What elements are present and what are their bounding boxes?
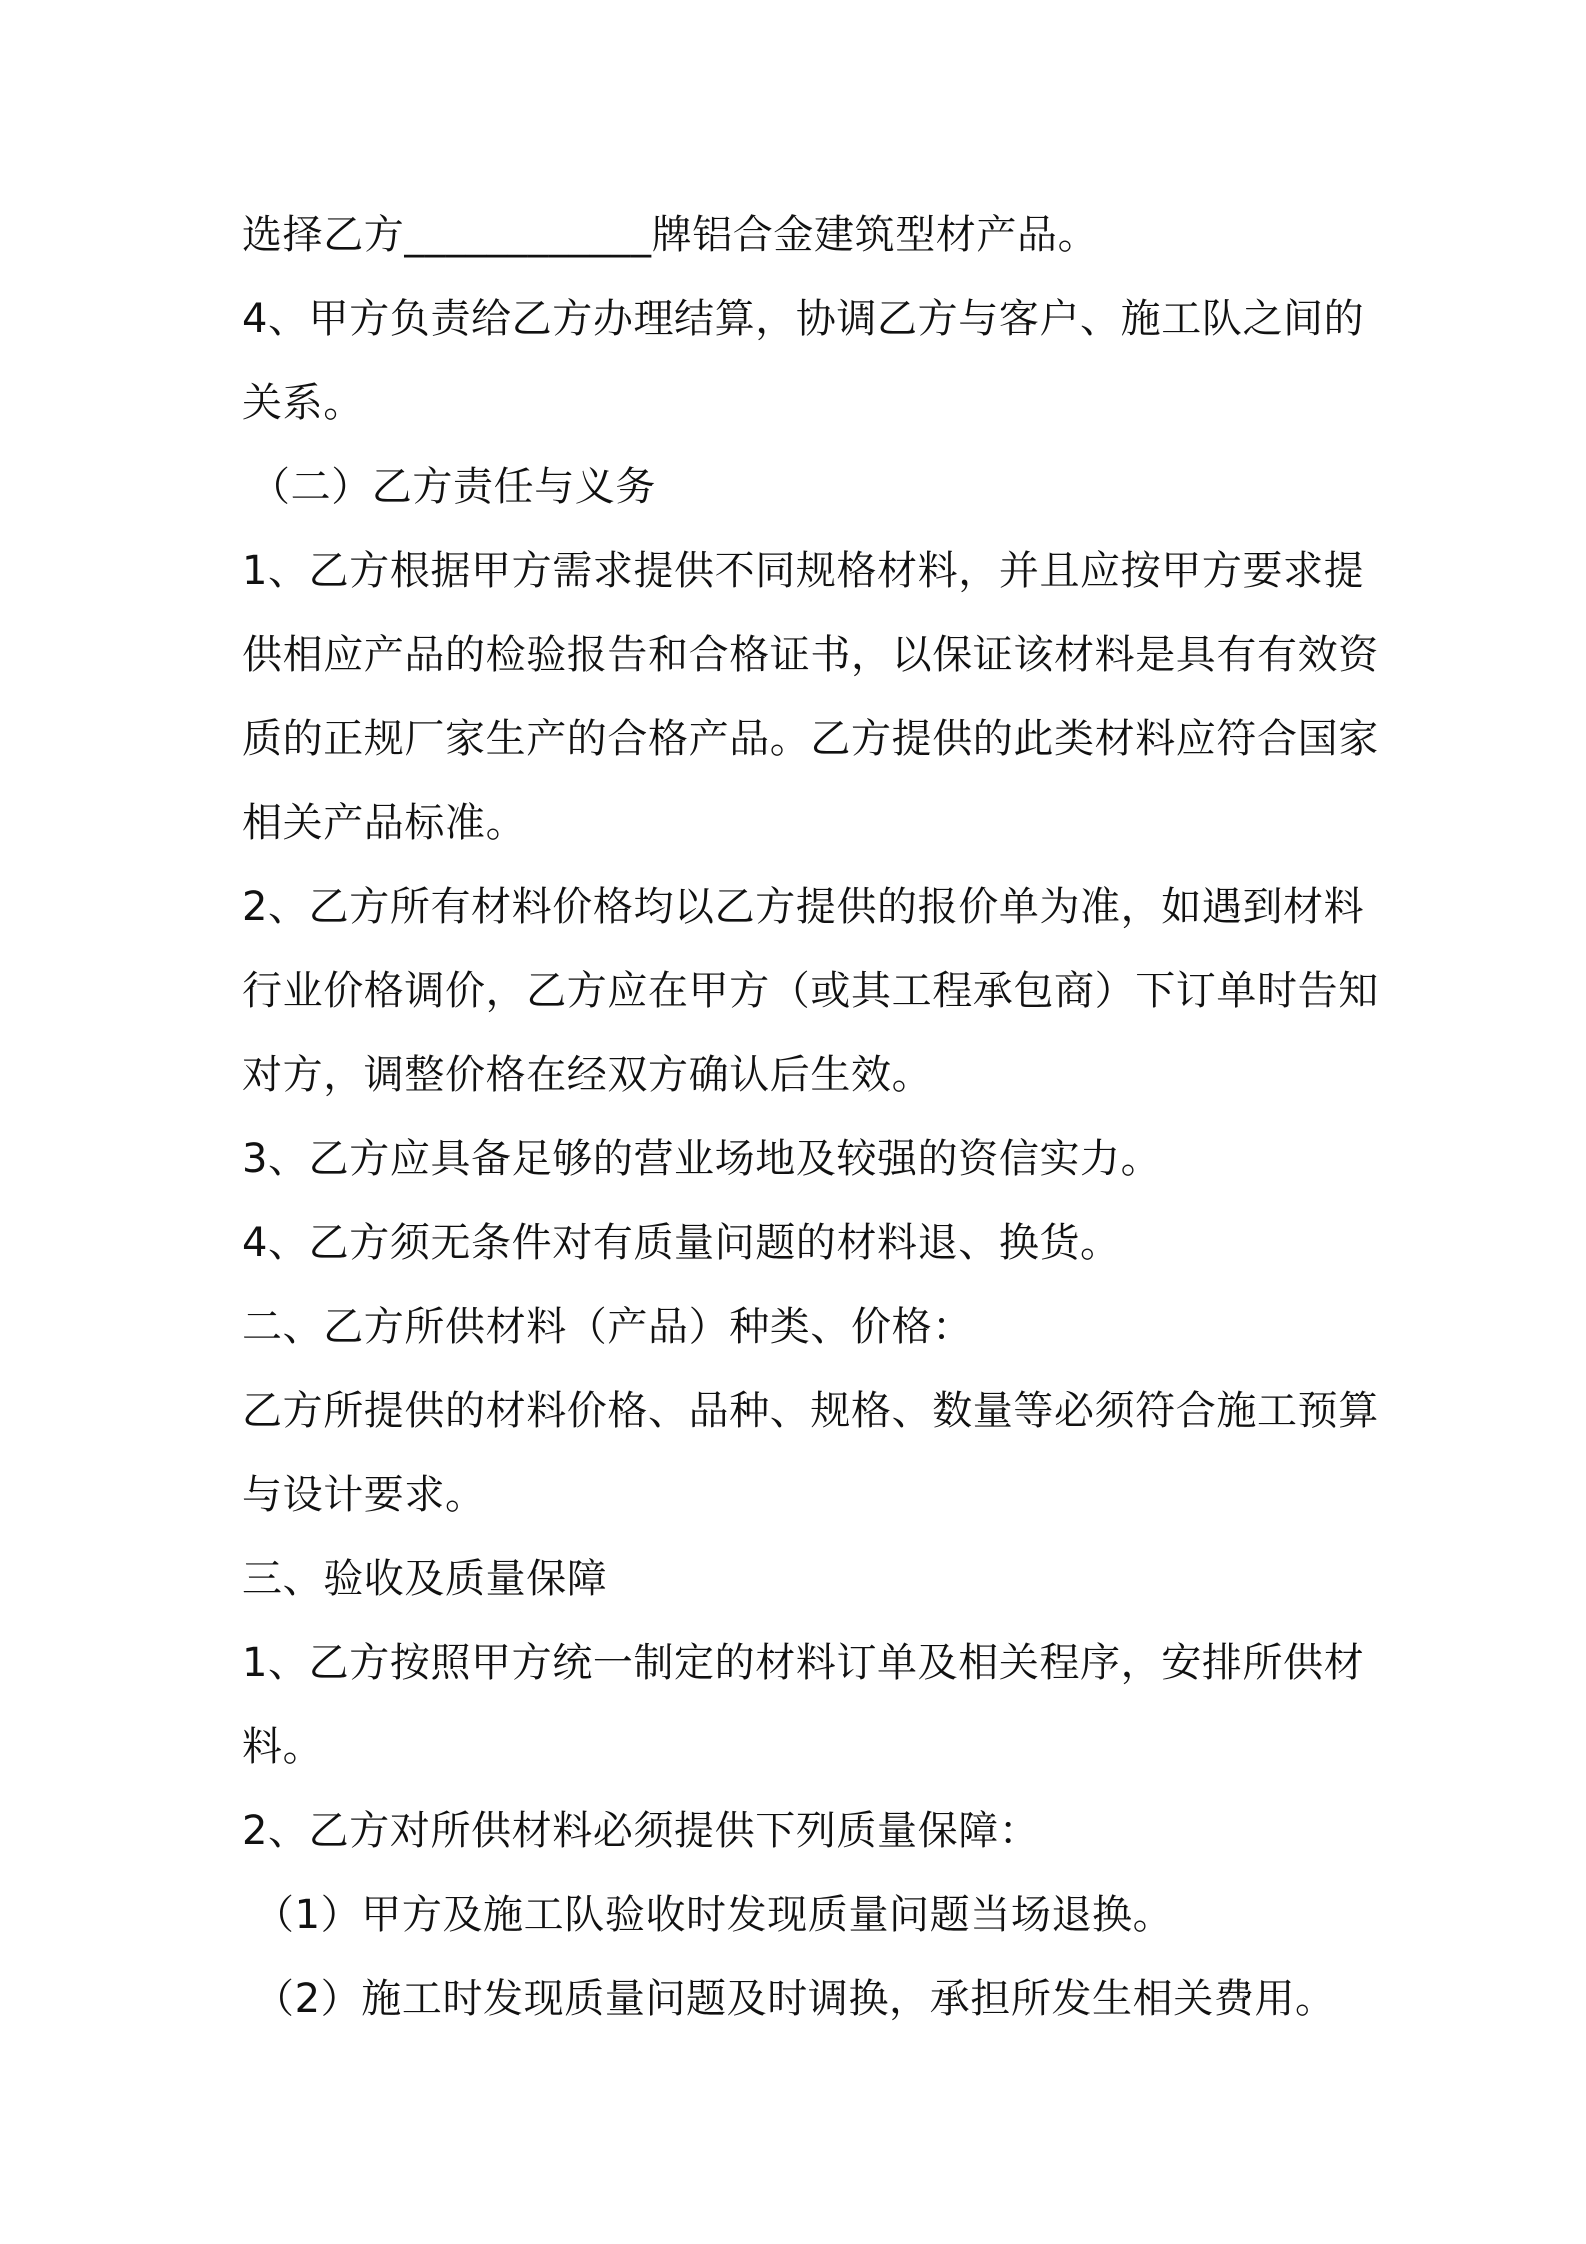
text-line: 4、甲方负责给乙方办理结算，协调乙方与客户、施工队之间的 xyxy=(242,296,1365,342)
text-line: 对方，调整价格在经双方确认后生效。 xyxy=(242,1052,933,1098)
text-line: 2、乙方所有材料价格均以乙方提供的报价单为准，如遇到材料 xyxy=(242,884,1365,930)
text-line: 乙方所提供的材料价格、品种、规格、数量等必须符合施工预算 xyxy=(242,1388,1379,1434)
section-heading: 二、乙方所供材料（产品）种类、价格： xyxy=(242,1304,973,1350)
text-line: 选择乙方____________牌铝合金建筑型材产品。 xyxy=(242,212,1099,258)
text-line: 关系。 xyxy=(242,380,364,426)
document-body xyxy=(242,193,1379,2041)
text-line: 相关产品标准。 xyxy=(242,800,527,846)
text-line: 质的正规厂家生产的合格产品。乙方提供的此类材料应符合国家 xyxy=(242,716,1379,762)
text-line: 供相应产品的检验报告和合格证书，以保证该材料是具有有效资 xyxy=(242,632,1379,678)
text-line: 2、乙方对所供材料必须提供下列质量保障： xyxy=(242,1808,1040,1854)
text-line: 3、乙方应具备足够的营业场地及较强的资信实力。 xyxy=(242,1136,1162,1182)
text-line: 与设计要求。 xyxy=(242,1472,486,1518)
text-line: 行业价格调价，乙方应在甲方（或其工程承包商）下订单时告知 xyxy=(242,968,1379,1014)
section-heading: （二）乙方责任与义务 xyxy=(250,464,656,510)
text-line: 料。 xyxy=(242,1724,324,1770)
list-item: （1）甲方及施工队验收时发现质量问题当场退换。 xyxy=(254,1892,1174,1938)
text-line: 1、乙方按照甲方统一制定的材料订单及相关程序，安排所供材 xyxy=(242,1640,1365,1686)
text-line: 1、乙方根据甲方需求提供不同规格材料，并且应按甲方要求提 xyxy=(242,548,1365,594)
section-heading: 三、验收及质量保障 xyxy=(242,1556,608,1602)
list-item: （2）施工时发现质量问题及时调换，承担所发生相关费用。 xyxy=(254,1976,1336,2022)
text-line: 4、乙方须无条件对有质量问题的材料退、换货。 xyxy=(242,1220,1121,1266)
